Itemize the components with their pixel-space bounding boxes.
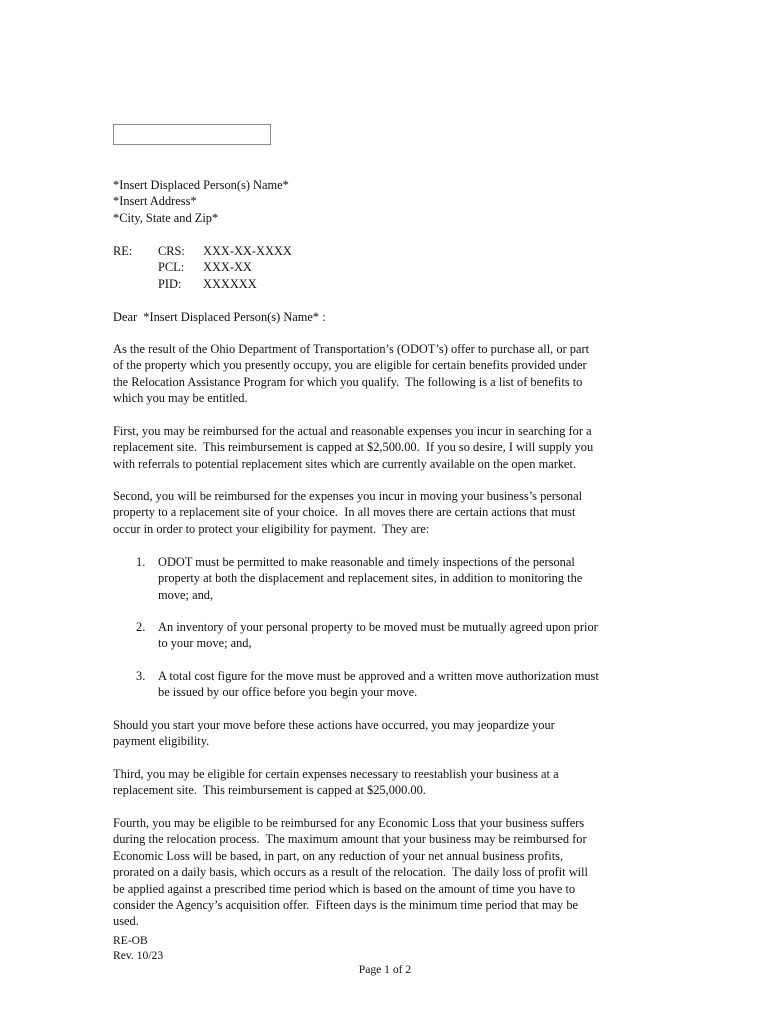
paragraph-line: prorated on a daily basis, which occurs as a result of the relocation. The daily loss of profit will xyxy=(113,865,588,880)
paragraph-line: replacement site. This reimbursement is capped at $2,500.00. If you so desire, I will supply you xyxy=(113,440,594,455)
re-label: RE: xyxy=(113,244,133,258)
address-line: *Insert Displaced Person(s) Name* xyxy=(113,178,289,192)
re-key-crs: CRS: xyxy=(158,244,185,258)
paragraph-line: be applied against a prescribed time period which is based on the amount of time you have to xyxy=(113,881,576,896)
paragraph-warning xyxy=(113,717,658,750)
paragraph-third xyxy=(113,766,658,799)
paragraph-line: occur in order to protect your eligibility for payment. They are: xyxy=(113,521,430,536)
page-number: Page 1 of 2 xyxy=(358,963,412,976)
paragraph-line: Should you start your move before these actions have occurred, you may jeopardize your xyxy=(113,718,555,732)
paragraph-line: consider the Agency’s acquisition offer. Fifteen days is the minimum time period that may be xyxy=(113,898,579,913)
re-value-crs: XXX-XX-XXXX xyxy=(203,244,292,258)
paragraph-line: payment eligibility. xyxy=(113,734,210,749)
list-line: property at both the displacement and replacement sites, in addition to monitoring the xyxy=(158,571,583,586)
salutation xyxy=(113,309,658,325)
list-line: A total cost figure for the move must be approved and a written move authorization must xyxy=(158,669,599,683)
re-key-pid: PID: xyxy=(158,276,182,291)
list-line: ODOT must be permitted to make reasonable and timely inspections of the personal xyxy=(158,555,575,569)
list-line: An inventory of your personal property to be moved must be mutually agreed upon prior xyxy=(158,620,598,634)
date-input-box[interactable] xyxy=(113,124,271,145)
re-key-pcl: PCL: xyxy=(158,260,185,275)
paragraph-line: Economic Loss will be based, in part, on any reduction of your net annual business profits, xyxy=(113,848,564,863)
paragraph-line: First, you may be reimbursed for the actual and reasonable expenses you incur in searching for a xyxy=(113,424,592,438)
paragraph-line: used. xyxy=(113,914,139,929)
list-line: be issued by our office before you begin your move. xyxy=(158,685,418,700)
paragraph-line: with referrals to potential replacement sites which are currently available on the open market. xyxy=(113,456,577,471)
address-line: *City, State and Zip* xyxy=(113,210,219,225)
paragraph-second xyxy=(113,488,658,537)
address-line: *Insert Address* xyxy=(113,194,197,209)
re-value-pid: XXXXXX xyxy=(203,276,257,291)
re-value-pcl: XXX-XX xyxy=(203,260,252,275)
list-line: to your move; and, xyxy=(158,636,252,651)
paragraph-line: Fourth, you may be eligible to be reimbursed for any Economic Loss that your business suffers xyxy=(113,816,585,830)
paragraph-line: during the relocation process. The maximum amount that your business may be reimbursed for xyxy=(113,832,587,847)
list-number: 3. xyxy=(136,669,146,683)
paragraph-intro xyxy=(113,341,658,407)
paragraph-line: the Relocation Assistance Program for which you qualify. The following is a list of benefits to xyxy=(113,374,583,389)
paragraph-line: property to a replacement site of your choice. In all moves there are certain actions that must xyxy=(113,505,576,520)
recipient-address xyxy=(113,177,658,226)
form-revision: Rev. 10/23 xyxy=(113,948,164,962)
list-number: 2. xyxy=(136,620,146,634)
list-number: 1. xyxy=(136,555,146,569)
form-code: RE-OB xyxy=(113,934,148,947)
paragraph-line: which you may be entitled. xyxy=(113,391,248,406)
paragraph-first xyxy=(113,423,658,472)
paragraph-line: of the property which you presently occupy, you are eligible for certain benefits provided under xyxy=(113,358,587,373)
paragraph-line: replacement site. This reimbursement is capped at $25,000.00. xyxy=(113,783,426,798)
list-line: move; and, xyxy=(158,587,214,602)
salutation-line: Dear *Insert Displaced Person(s) Name* : xyxy=(113,310,326,324)
paragraph-line: As the result of the Ohio Department of Transportation’s (ODOT’s) offer to purchase all, or part xyxy=(113,342,590,356)
paragraph-line: Second, you will be reimbursed for the expenses you incur in moving your business’s personal xyxy=(113,489,583,503)
paragraph-fourth xyxy=(113,815,658,930)
form-footer xyxy=(113,934,163,963)
paragraph-line: Third, you may be eligible for certain expenses necessary to reestablish your business at a xyxy=(113,767,559,781)
